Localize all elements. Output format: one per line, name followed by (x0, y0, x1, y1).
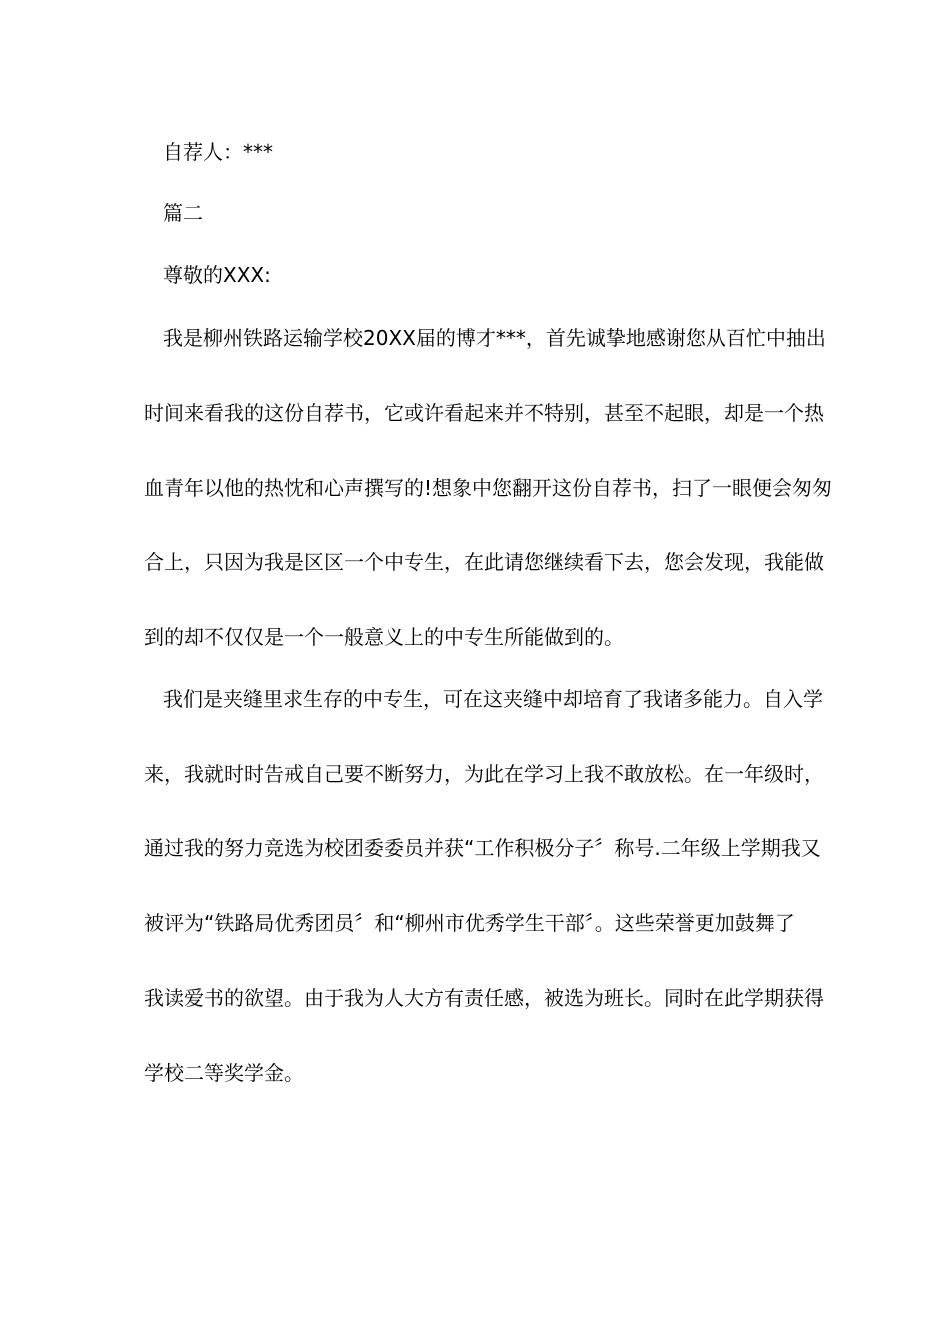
paragraph-2-line-1: 我们是夹缝里求生存的中专生，可在这夹缝中却培育了我诸多能力。自入学 (163, 687, 823, 711)
paragraph-1-line-3: 血青年以他的热忱和心声撰写的!想象中您翻开这份自荐书，扫了一眼便会匆匆 (144, 476, 833, 500)
salutation: 尊敬的XXX: (163, 263, 271, 287)
paragraph-2-line-2: 来，我就时时告戒自己要不断努力，为此在学习上我不敢放松。在一年级时， (144, 762, 824, 786)
paragraph-1-line-2: 时间来看我的这份自荐书，它或许看起来并不特别，甚至不起眼，却是一个热 (144, 401, 824, 425)
paragraph-1-line-4: 合上，只因为我是区区一个中专生，在此请您继续看下去，您会发现，我能做 (144, 550, 824, 574)
paragraph-1-line-5: 到的却不仅仅是一个一般意义上的中专生所能做到的。 (144, 625, 624, 649)
paragraph-1-line-1: 我是柳州铁路运输学校20XX届的博才***，首先诚挚地感谢您从百忙中抽出 (163, 326, 826, 350)
paragraph-2-line-6: 学校二等奖学金。 (144, 1061, 304, 1085)
signature-line: 自荐人：*** (163, 140, 273, 164)
section-title: 篇二 (163, 201, 203, 225)
paragraph-2-line-3: 通过我的努力竞选为校团委委员并获“工作积极分子〞称号.二年级上学期我又 (144, 836, 821, 860)
paragraph-2-line-5: 我读爱书的欲望。由于我为人大方有责任感，被选为班长。同时在此学期获得 (144, 986, 824, 1010)
paragraph-2-line-4: 被评为“铁路局优秀团员〞和“柳州市优秀学生干部〞。这些荣誉更加鼓舞了 (144, 911, 795, 935)
